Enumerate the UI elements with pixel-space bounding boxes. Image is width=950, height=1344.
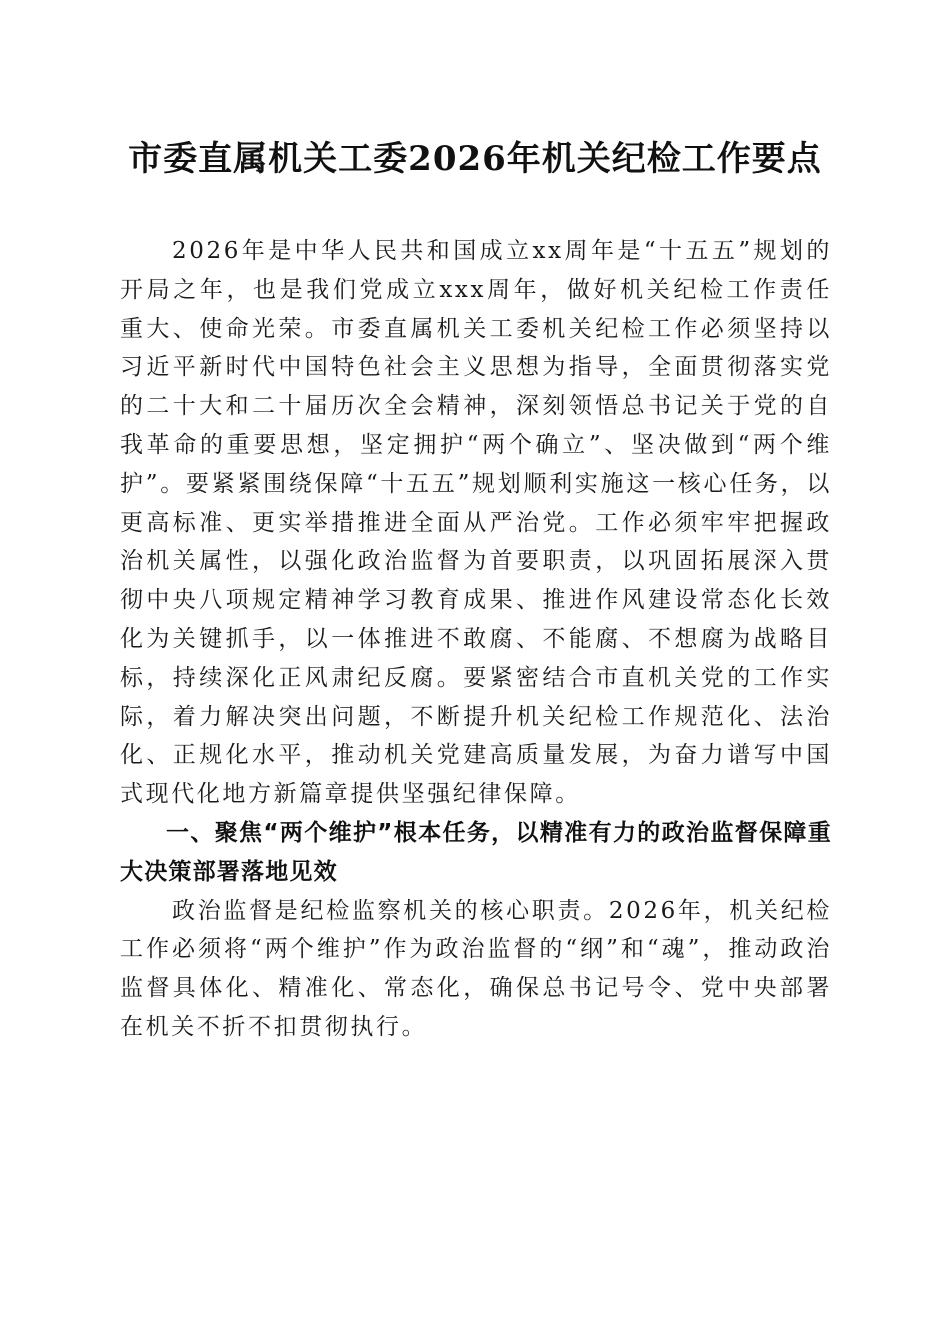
document-body [120, 232, 832, 1047]
section-1-paragraph: 政治监督是纪检监察机关的核心职责。2026年，机关纪检工作必须将“两个维护”作为政治监督的“纲”和“魂”，推动政治监督具体化、精准化、常态化，确保总书记号令、党中央部署在机关不折不扣贯彻执行。 [120, 897, 832, 1040]
section-1-heading: 一、聚焦“两个维护”根本任务，以精准有力的政治监督保障重大决策部署落地见效 [120, 819, 832, 885]
intro-paragraph: 2026年是中华人民共和国成立xx周年是“十五五”规划的开局之年，也是我们党成立xxx周年，做好机关纪检工作责任重大、使命光荣。市委直属机关工委机关纪检工作必须坚持以习近平新时代中国特色社会主义思想为指导，全面贯彻落实党的二十大和二十届历次全会精神，深刻领悟总书记关于党的自我革命的重要思想，坚定拥护“两个确立”、坚决做到“两个维护”。要紧紧围绕保障“十五五”规划顺利实施这一核心任务，以更高标准、更实举措推进全面从严治党。工作必须牢牢把握政治机关属性，以强化政治监督为首要职责，以巩固拓展深入贯彻中央八项规定精神学习教育成果、推进作风建设常态化长效化为关键抓手，以一体推进不敢腐、不能腐、不想腐为战略目标，持续深化正风肃纪反腐。要紧密结合市直机关党的工作实际，着力解决突出问题，不断提升机关纪检工作规范化、法治化、正规化水平，推动机关党建高质量发展，为奋力谱写中国式现代化地方新篇章提供坚强纪律保障。 [120, 238, 832, 808]
document-title: 市委直属机关工委2026年机关纪检工作要点 [128, 139, 822, 179]
